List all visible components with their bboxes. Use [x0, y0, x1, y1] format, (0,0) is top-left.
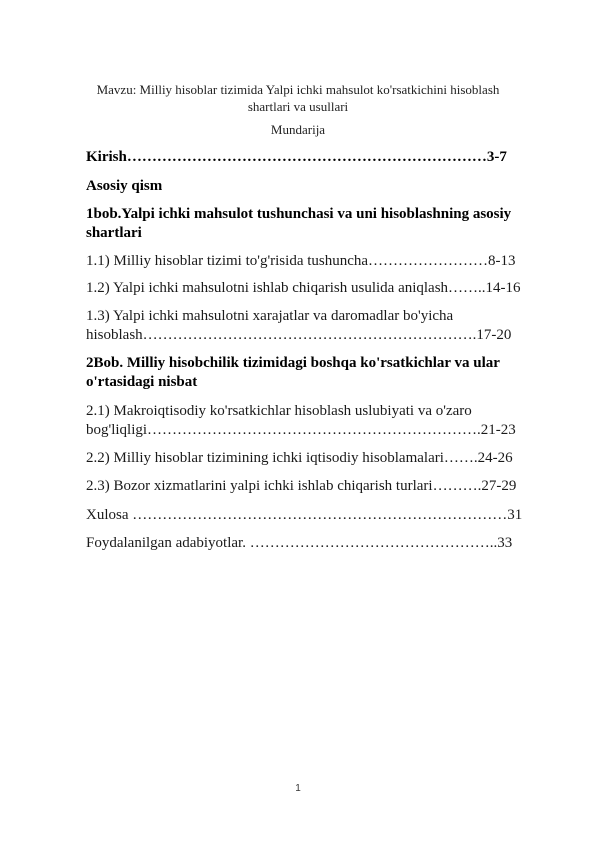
- page-number: 1: [295, 783, 301, 794]
- toc-entry-1-1: 1.1) Milliy hisoblar tizimi to'g'risida tushuncha……………………8-13: [86, 253, 516, 269]
- toc-entry-2-3: 2.3) Bozor xizmatlarini yalpi ichki ishlab chiqarish turlari……….27-29: [86, 478, 517, 494]
- toc-entry-adabiyotlar: Foydalanilgan adabiyotlar. …………………………………………..33: [86, 535, 513, 551]
- toc-entry-xulosa: Xulosa …………………………………………………………………31: [86, 507, 523, 523]
- toc-entry-1-2: 1.2) Yalpi ichki mahsulotni ishlab chiqarish usulida aniqlash……..14-16: [86, 280, 521, 296]
- title-line-1: Mavzu: Milliy hisoblar tizimida Yalpi ichki mahsulot ko'rsatkichini hisoblash: [96, 82, 500, 97]
- contents-heading: Mundarija: [270, 122, 326, 137]
- toc-chapter-1-line-1: 1bob.Yalpi ichki mahsulot tushunchasi va uni hisoblashning asosiy: [86, 206, 512, 222]
- toc-entry-1-3-line-1: 1.3) Yalpi ichki mahsulotni xarajatlar va daromadlar bo'yicha: [86, 308, 454, 324]
- toc-chapter-2-line-1: 2Bob. Milliy hisobchilik tizimidagi boshqa ko'rsatkichlar va ular: [86, 355, 500, 371]
- toc-chapter-2-line-2: o'rtasidagi nisbat: [86, 374, 198, 390]
- document-title: [90, 81, 506, 115]
- toc-entry-kirish: Kirish………………………………………………………………3-7: [86, 149, 507, 165]
- toc-entry-2-1-line-2: bog'liqligi………………………………………………………….21-23: [86, 422, 516, 438]
- toc-entry-2-2: 2.2) Milliy hisoblar tizimining ichki iqtisodiy hisoblamalari…….24-26: [86, 450, 513, 466]
- toc-entry-1-3-line-2: hisoblash………………………………………………………….17-20: [86, 327, 512, 343]
- toc-chapter-1-line-2: shartlari: [86, 225, 142, 241]
- toc-entry-2-1-line-1: 2.1) Makroiqtisodiy ko'rsatkichlar hisoblash uslubiyati va o'zaro: [86, 403, 472, 419]
- title-line-2: shartlari va usullari: [247, 99, 349, 114]
- toc-section-asosiy-qism: Asosiy qism: [86, 178, 163, 194]
